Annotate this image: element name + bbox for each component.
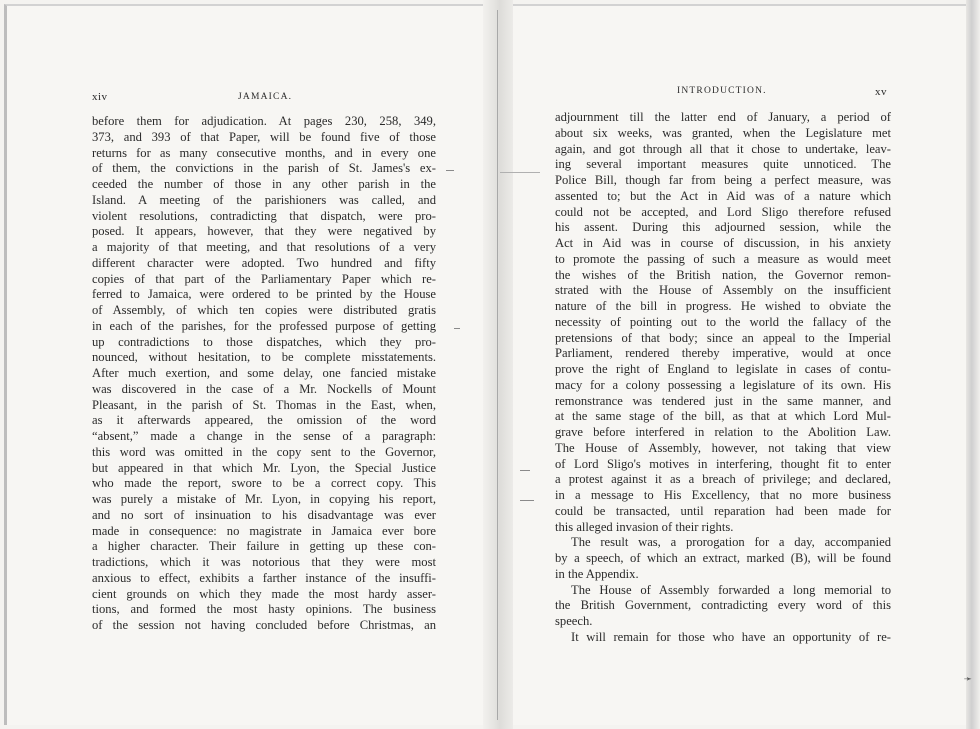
text-line: copies of that part of the Parliamentary Paper which re-	[92, 271, 436, 286]
scan-speck	[520, 470, 530, 471]
text-line: nature of the bill in progress. He wished to obviate the	[555, 299, 891, 313]
text-line: The result was, a prorogation for a day, accompanied	[571, 535, 891, 550]
text-line: in the Appendix.	[555, 566, 639, 581]
text-line: again, and got through all that it chose to undertake, leav-	[555, 141, 891, 156]
right-folio: xv	[875, 86, 887, 98]
text-line: pretensions of that body; since an appeal to the Imperial	[555, 330, 891, 345]
text-line: The House of Assembly, however, not taking that view	[555, 440, 891, 455]
text-line: by a speech, of which an extract, marked (B), will be found	[555, 551, 891, 565]
text-line: could be transacted, until reparation had been made for	[555, 503, 891, 518]
text-line: the British Government, contradicting every word of this	[555, 598, 891, 613]
scan-speck	[500, 172, 540, 173]
text-line: before them for adjudication. At pages 230, 258, 349,	[92, 114, 436, 128]
text-line: but appeared in that which Mr. Lyon, the Special Justice	[92, 460, 436, 475]
text-line: about six weeks, was granted, when the Legislature met	[555, 125, 891, 140]
text-line: was purely a mistake of Mr. Lyon, in copying his report,	[92, 492, 436, 506]
text-line: tions, and formed the most hasty opinions. The business	[92, 602, 436, 617]
text-line: his assent. During this adjourned session, while the	[555, 220, 891, 235]
text-line: macy for a colony possessing a legislature of its own. His	[555, 377, 891, 392]
text-line: this word was omitted in the copy sent to the Governor,	[92, 444, 436, 459]
text-line: violent resolutions, contradicting that dispatch, were pro-	[92, 208, 436, 223]
text-line: of them, the convictions in the parish of St. James's ex-	[92, 161, 436, 176]
text-line: cient grounds on which they made the most hardy asser-	[92, 586, 436, 601]
right-body-text	[555, 110, 891, 646]
text-line: as it afterwards appeared, the omission of the word	[92, 413, 436, 428]
text-line: ceeded the number of those in any other parish in the	[92, 177, 436, 191]
text-line: a protest against it as a breach of privilege; and declared,	[555, 472, 891, 487]
text-line: The House of Assembly forwarded a long memorial to	[571, 582, 891, 597]
text-line: assented to; but the Act in Aid was of a nature which	[555, 188, 891, 203]
text-line: nounced, without hesitation, to be complete misstatements.	[92, 350, 436, 365]
text-line: speech.	[555, 614, 593, 628]
text-line: ferred to Jamaica, were ordered to be printed by the House	[92, 287, 436, 302]
left-running-head	[92, 91, 436, 105]
text-line: anxious to effect, exhibits a farther instance of the insuffi-	[92, 570, 436, 585]
scan-speck	[454, 328, 460, 329]
left-body-text	[92, 114, 436, 634]
left-folio: xiv	[92, 91, 108, 103]
text-line: grave before interfered in relation to the Abolition Law.	[555, 425, 891, 439]
text-line: the wishes of the British nation, the Governor remon-	[555, 267, 891, 282]
text-line: prove the right of England to legislate in cases of contu-	[555, 362, 891, 376]
book-gutter	[483, 0, 513, 729]
text-line: After much exertion, and some delay, one fancied mistake	[92, 366, 436, 380]
text-line: different character were adopted. Two hundred and fifty	[92, 255, 436, 270]
text-line: was discovered in the case of a Mr. Nockells of Mount	[92, 381, 436, 396]
text-line: posed. It appears, however, that they were negatived by	[92, 224, 436, 239]
text-line: necessity of pointing out to the world the fallacy of the	[555, 314, 891, 329]
text-line: at the same stage of the bill, as that at which Lord Mul-	[555, 409, 891, 424]
text-line: It will remain for those who have an opportunity of re-	[571, 629, 891, 644]
text-line: a majority of that meeting, and that resolutions of a very	[92, 240, 436, 254]
text-line: “absent,” made a change in the sense of a paragraph:	[92, 429, 436, 443]
text-line: of Lord Sligo's motives in interfering, thought fit to enter	[555, 456, 891, 471]
left-running-title: JAMAICA.	[238, 92, 293, 102]
text-line: Parliament, rendered thereby imperative, would at once	[555, 346, 891, 361]
text-line: this alleged invasion of their rights.	[555, 519, 734, 534]
text-line: returns for as many consecutive months, and in every one	[92, 145, 436, 160]
text-line: Police Bill, though far from being a perfect measure, was	[555, 173, 891, 187]
text-line: who made the report, swore to be a correct copy. This	[92, 476, 436, 491]
text-line: made in consequence: no magistrate in Jamaica ever bore	[92, 523, 436, 538]
catchword-mark: ➛	[963, 674, 972, 685]
text-line: tradictions, which it was notorious that they were most	[92, 555, 436, 569]
text-line: and no sort of insinuation to his disadvantage was ever	[92, 507, 436, 522]
text-line: Act in Aid was in course of discussion, in his anxiety	[555, 236, 891, 250]
text-line: to promote the passing of such a measure as would meet	[555, 251, 891, 266]
text-line: could not be accepted, and Lord Sligo therefore refused	[555, 204, 891, 219]
text-line: of Assembly, of which ten copies were distributed gratis	[92, 303, 436, 317]
scan-speck	[446, 170, 454, 171]
text-line: strated with the House of Assembly on the insufficient	[555, 283, 891, 298]
text-line: of the session not having concluded before Christmas, an	[92, 618, 436, 632]
text-line: remonstrance was tendered just in the same manner, and	[555, 393, 891, 408]
text-line: up contradictions to those dispatches, which they pro-	[92, 334, 436, 349]
text-line: adjournment till the latter end of January, a period of	[555, 110, 891, 124]
gutter-fold-line	[497, 10, 498, 720]
page-edge-shadow	[963, 0, 980, 729]
right-running-title: INTRODUCTION.	[677, 86, 767, 96]
text-line: 373, and 393 of that Paper, will be found five of those	[92, 129, 436, 144]
text-line: in each of the parishes, for the professed purpose of getting	[92, 318, 436, 333]
text-line: ing several important measures quite unnoticed. The	[555, 157, 891, 172]
right-running-head	[555, 86, 891, 100]
scan-speck	[520, 500, 534, 501]
text-line: Pleasant, in the parish of St. Thomas in the East, when,	[92, 397, 436, 412]
text-line: in a message to His Excellency, that no more business	[555, 488, 891, 502]
text-line: Island. A meeting of the parishioners was called, and	[92, 192, 436, 207]
text-line: a higher character. Their failure in getting up these con-	[92, 539, 436, 554]
